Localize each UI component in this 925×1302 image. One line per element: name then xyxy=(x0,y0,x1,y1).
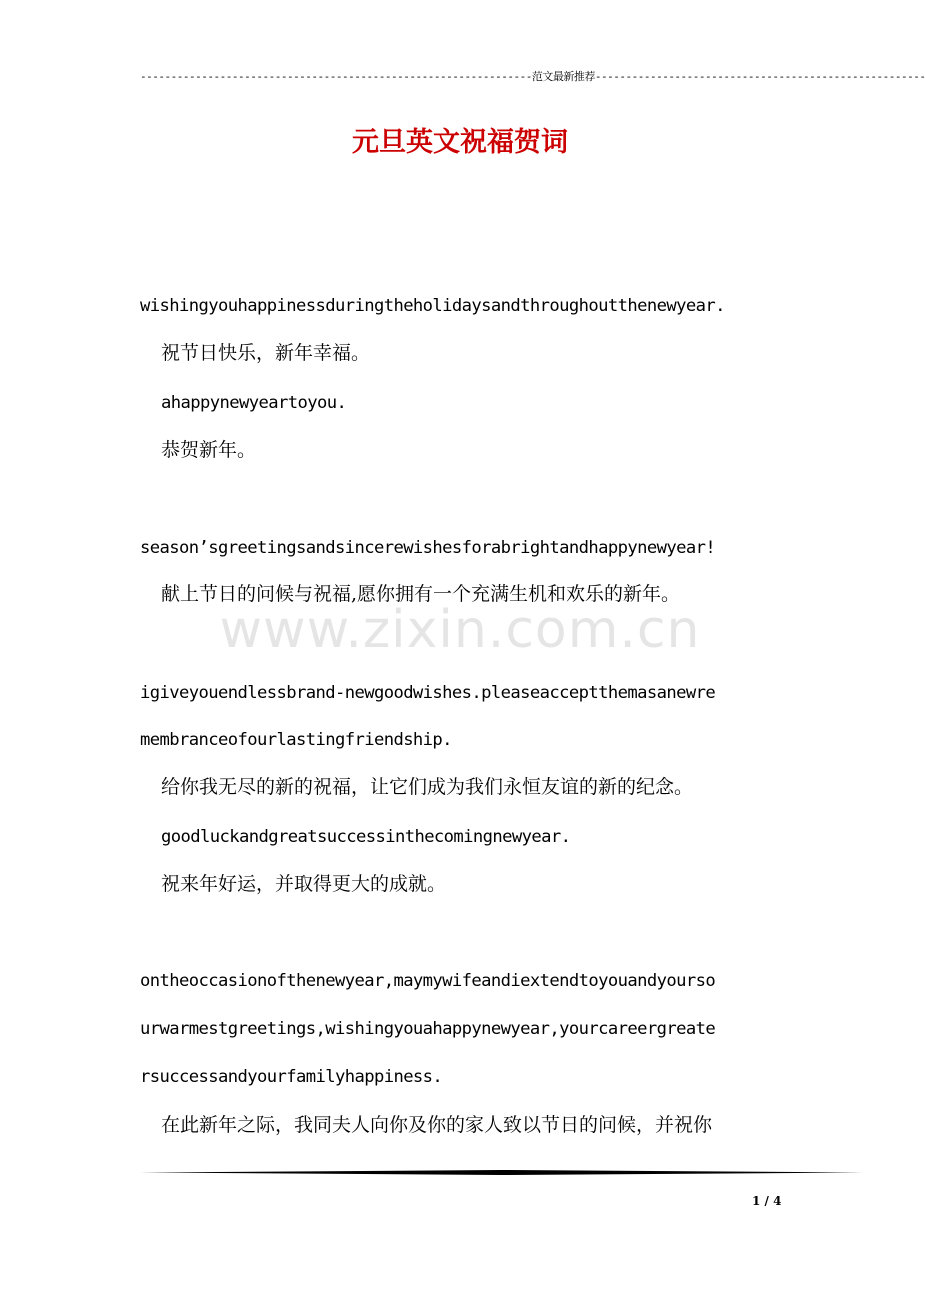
paragraph-line: 在此新年之际，我同夫人向你及你的家人致以节日的问候，并祝你 xyxy=(161,1114,713,1136)
paragraph-line: membranceofourlastingfriendship. xyxy=(140,730,452,750)
paragraph-line: urwarmestgreetings,wishingyouahappynewyear,yourcareergreate xyxy=(140,1019,716,1039)
page-number: 1 / 4 xyxy=(752,1194,782,1208)
document-title: 元旦英文祝福贺词 xyxy=(352,127,568,158)
paragraph-line: season’sgreetingsandsincerewishesforabrightandhappynewyear! xyxy=(140,538,716,558)
watermark: www.zixin.com.cn xyxy=(219,600,701,660)
paragraph-line: wishingyouhappinessduringtheholidaysandthroughoutthenewyear. xyxy=(140,296,725,316)
paragraph-line: igiveyouendlessbrand-newgoodwishes.pleaseacceptthemasanewre xyxy=(140,683,716,703)
paragraph-line: 恭贺新年。 xyxy=(161,439,257,461)
paragraph-line: 祝来年好运，并取得更大的成就。 xyxy=(161,873,447,895)
header-separator: ----------------------------------------------------------------范文最新推荐------------------------------------------------------ xyxy=(140,70,925,83)
paragraph-line: 给你我无尽的新的祝福，让它们成为我们永恒友谊的新的纪念。 xyxy=(161,776,694,798)
paragraph-line: goodluckandgreatsuccessinthecomingnewyear. xyxy=(161,827,571,847)
paragraph-line: ahappynewyeartoyou. xyxy=(161,393,347,413)
paragraph-line: 祝节日快乐，新年幸福。 xyxy=(161,342,371,364)
paragraph-line: 献上节日的问候与祝福,愿你拥有一个充满生机和欢乐的新年。 xyxy=(161,583,681,605)
paragraph-line: rsuccessandyourfamilyhappiness. xyxy=(140,1067,443,1087)
footer-rule xyxy=(140,1170,863,1175)
paragraph-line: ontheoccasionofthenewyear,maymywifeandiextendtoyouandyourso xyxy=(140,971,716,991)
